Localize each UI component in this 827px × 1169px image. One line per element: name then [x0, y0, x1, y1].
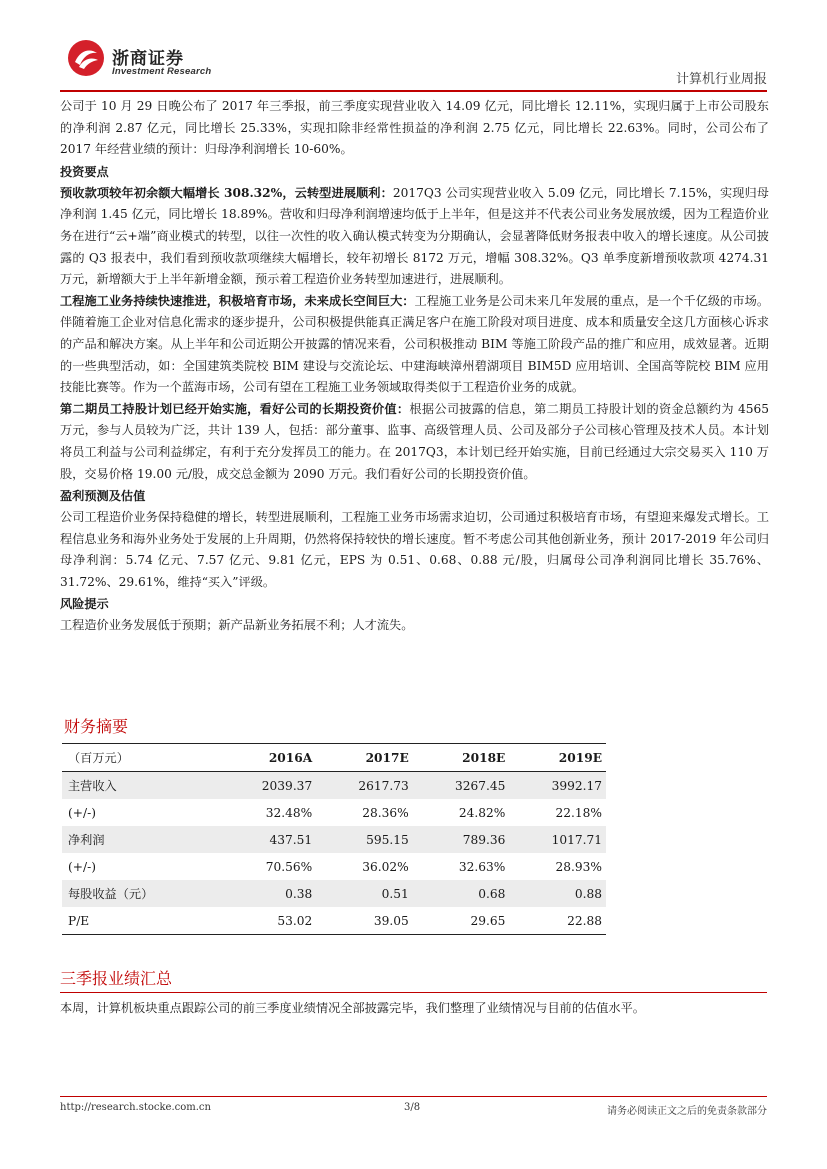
invest-point-3 [60, 399, 769, 485]
brand-name-en: Investment Research [112, 66, 212, 77]
table-cell: 0.38 [220, 880, 317, 907]
column-header: 2019E [509, 744, 606, 772]
report-type: 计算机行业周报 [675, 72, 767, 87]
table-row [62, 826, 606, 853]
page-number: 3/8 [404, 1102, 421, 1113]
table-cell: 32.48% [265, 805, 313, 820]
table-cell: 32.63% [458, 859, 506, 874]
table-cell: 2617.73 [316, 772, 413, 800]
risk-paragraph: 工程造价业务发展低于预期；新产品新业务拓展不利；人才流失。 [60, 618, 414, 633]
intro-paragraph: 公司于 10 月 29 日晚公布了 2017 年三季报，前三季度实现营业收入 14.09 亿元，同比增长 12.11%，实现归属于上市公司股东的净利润 2.87 亿元，同比增长 25.33%，实现扣除非经常性损益的净利润 2.75 亿元，同比增长 22.63%。同时，公司公布了 2017 年经营业绩的预计：归母净利润增长 10-60%。 [60, 99, 769, 157]
table-cell: 28.36% [362, 805, 409, 820]
table-cell: 0.68 [413, 880, 510, 907]
footer-divider [60, 1096, 767, 1097]
financial-summary-table [62, 743, 606, 935]
invest-point-2-text: 工程施工业务是公司未来几年发展的重点，是一个千亿级的市场。伴随着施工企业对信息化需求的逐步提升，公司积极提供能真正满足客户在施工阶段对项目进度、成本和质量安全这几方面核心诉求的产品和解决方案。从上半年和公司近期公开披露的情况来看，公司积极推动 BIM 等施工阶段产品的推广和应用，成效显著。近期的一些典型活动，如：全国建筑类院校 BIM 建设与交流论坛、中建海峡漳州碧湖项目 BIM5D 应用培训、全国高等院校 BIM 应用技能比赛等。作为一个蓝海市场，公司有望在工程施工业务领域取得类似于工程造价业务的成就。 [60, 293, 770, 395]
brand-logo-icon [66, 38, 106, 78]
table-cell: 36.02% [362, 859, 409, 874]
invest-point-3-text: 根据公司披露的信息，第二期员工持股计划的资金总额约为 4565 万元，参与人员较为广泛，共计 139 人，包括：部分董事、监事、高级管理人员、公司及部分子公司核心管理及技术人员。本计划将员工利益与公司利益绑定，有利于充分发挥员工的能力。在 2017Q3，本计划已经开始实施，目前已经通过大宗交易买入 110 万股，交易价格 19.00 元/股，成交总金额为 2090 万元。我们看好公司的长期投资价值。 [60, 401, 770, 481]
invest-point-2 [60, 291, 769, 399]
table-row [62, 772, 606, 800]
row-label: (+/-) [68, 859, 96, 874]
table-cell: 789.36 [413, 826, 510, 853]
footer-url-link[interactable]: http://research.stocke.com.cn [60, 1102, 211, 1113]
invest-point-2-title: 工程施工业务持续快速推进，积极培育市场，未来成长空间巨大： [60, 293, 415, 308]
table-cell: 437.51 [220, 826, 317, 853]
table-cell: 595.15 [316, 826, 413, 853]
table-cell: 0.88 [509, 880, 606, 907]
table-cell: 0.51 [316, 880, 413, 907]
column-header: 2016A [220, 744, 317, 772]
table-row [62, 853, 606, 880]
forecast-heading: 盈利预测及估值 [60, 489, 146, 504]
column-header: 2017E [316, 744, 413, 772]
section-divider [60, 992, 767, 993]
report-body [60, 96, 769, 637]
row-label: 每股收益（元） [62, 880, 220, 907]
column-header: 2018E [413, 744, 510, 772]
table-cell: 1017.71 [509, 826, 606, 853]
financial-summary-title: 财务摘要 [64, 717, 129, 736]
page-header [60, 38, 767, 90]
section-paragraph: 本周，计算机板块重点跟踪公司的前三季度业绩情况全部披露完毕，我们整理了业绩情况与目前的估值水平。 [60, 1001, 645, 1015]
table-cell: 3992.17 [509, 772, 606, 800]
forecast-paragraph: 公司工程造价业务保持稳健的增长，转型进展顺利，工程施工业务市场需求迫切，公司通过积极培育市场，有望迎来爆发式增长。工程信息业务和海外业务处于发展的上升周期，仍然将保持较快的增长速度。暂不考虑公司其他创新业务，预计 2017-2019 年公司归母净利润：5.74 亿元、7.57 亿元、9.81 亿元，EPS 为 0.51、0.68、0.88 元/股，归属母公司净利润同比增长 35.76%、31.72%、29.61%，维持“买入”评级。 [60, 510, 769, 589]
table-cell: 28.93% [555, 859, 602, 874]
invest-heading: 投资要点 [60, 164, 109, 179]
table-cell: 22.88 [509, 907, 606, 935]
footer-disclaimer: 请务必阅读正文之后的免责条款部分 [607, 1106, 767, 1117]
table-cell: 22.18% [555, 805, 602, 820]
table-cell: 39.05 [316, 907, 413, 935]
brand-name-cn: 浙商证券 [112, 49, 184, 69]
row-label: 净利润 [62, 826, 220, 853]
row-label: P/E [62, 907, 220, 935]
table-cell: 53.02 [220, 907, 317, 935]
table-cell: 70.56% [265, 859, 313, 874]
risk-heading: 风险提示 [60, 597, 109, 612]
row-label: 主营收入 [62, 772, 220, 800]
table-cell: 29.65 [413, 907, 510, 935]
table-cell: 24.82% [458, 805, 506, 820]
table-cell: 3267.45 [413, 772, 510, 800]
invest-point-3-title: 第二期员工持股计划已经开始实施，看好公司的长期投资价值： [60, 401, 410, 416]
table-cell: 2039.37 [220, 772, 317, 800]
table-row [62, 880, 606, 907]
row-label: (+/-) [68, 805, 96, 820]
invest-point-1 [60, 183, 769, 291]
invest-point-1-title: 预收款项较年初余额大幅增长 308.32%，云转型进展顺利： [60, 185, 393, 200]
table-header-row [62, 744, 606, 772]
header-divider [60, 90, 767, 92]
table-row [62, 799, 606, 826]
unit-label: （百万元） [62, 744, 220, 772]
table-row [62, 907, 606, 935]
section-title: 三季报业绩汇总 [60, 969, 173, 988]
invest-point-1-text: 2017Q3 公司实现营业收入 5.09 亿元，同比增长 7.15%，实现归母净利润 1.45 亿元，同比增长 18.89%。营收和归母净利润增速均低于上半年，但是这并不代表公司业务发展放缓，因为工程造价业务在进行“云+端”商业模式的转型，以往一次性的收入确认模式转变为分期确认，会显著降低财务报表中收入的增长速度。从公司披露的 Q3 报表中，我们看到预收款项继续大幅增长，较年初增长 8172 万元，增幅 308.32%。Q3 单季度新增预收款项 4274.31 万元，新增额大于上半年新增金额，预示着工程造价业务转型加速进行，进展顺利。 [60, 185, 769, 287]
